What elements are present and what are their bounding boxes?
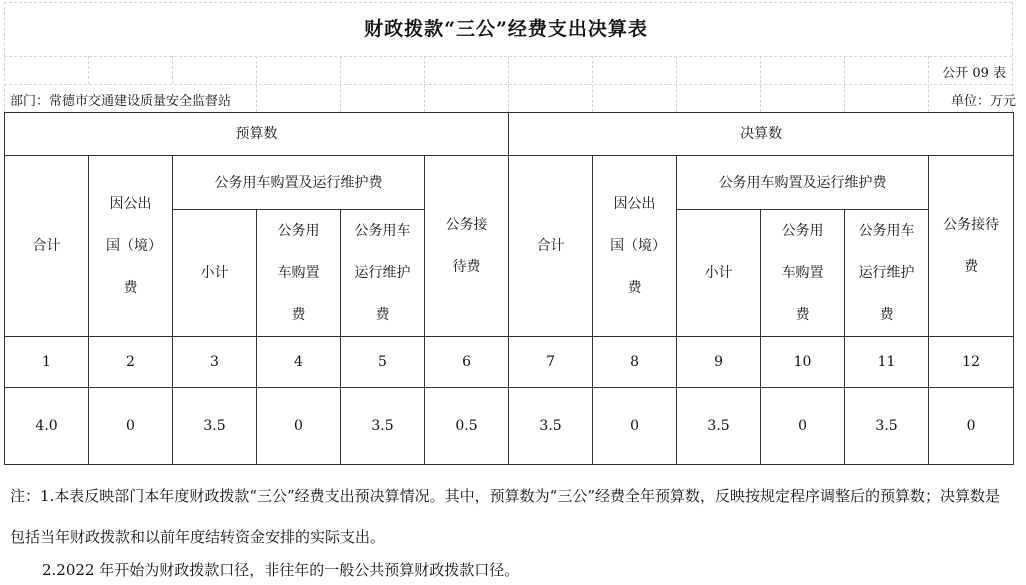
index-cell: 12 xyxy=(929,337,1014,388)
data-cell: 3.5 xyxy=(173,388,257,465)
grid-line xyxy=(172,56,173,84)
data-cell: 0 xyxy=(89,388,173,465)
grid-line xyxy=(88,56,89,84)
grid-line xyxy=(676,56,677,112)
header-row-group xyxy=(5,113,1014,156)
final-subtotal-header: 小计 xyxy=(677,210,761,337)
department-label: 部门：常德市交通建设质量安全监督站 xyxy=(10,94,232,109)
index-cell: 6 xyxy=(425,337,509,388)
data-cell: 0.5 xyxy=(425,388,509,465)
grid-line xyxy=(760,56,761,112)
index-cell: 9 xyxy=(677,337,761,388)
budget-reception-header: 公务接待费 xyxy=(425,156,509,337)
data-cell: 3.5 xyxy=(845,388,929,465)
data-cell: 0 xyxy=(761,388,845,465)
data-cell: 3.5 xyxy=(509,388,593,465)
data-cell: 0 xyxy=(593,388,677,465)
data-cell: 0 xyxy=(257,388,341,465)
final-vehicle-header: 公务用车购置及运行维护费 xyxy=(677,156,929,210)
final-reception-header: 公务接待费 xyxy=(929,156,1014,337)
grid-line xyxy=(424,56,425,112)
budget-vehicle-header: 公务用车购置及运行维护费 xyxy=(173,156,425,210)
unit-label: 单位：万元 xyxy=(950,94,1016,109)
final-abroad-header: 因公出国（境）费 xyxy=(593,156,677,337)
grid-line xyxy=(508,56,509,112)
page-title: 财政拨款“三公”经费支出决算表 xyxy=(364,18,648,40)
note-paragraph-2: 2.2022 年开始为财政拨款口径，非往年的一般公共预算财政拨款口径。 xyxy=(42,561,520,579)
final-purchase-header: 公务用车购置费 xyxy=(761,210,845,337)
grid-line xyxy=(340,56,341,112)
budget-operation-header: 公务用车运行维护费 xyxy=(341,210,425,337)
final-header: 决算数 xyxy=(509,113,1014,156)
index-row xyxy=(5,337,1014,388)
budget-total-header: 合计 xyxy=(5,156,89,337)
data-cell: 3.5 xyxy=(677,388,761,465)
form-number: 公开 09 表 xyxy=(942,66,1006,81)
budget-header: 预算数 xyxy=(5,113,509,156)
final-operation-header: 公务用车运行维护费 xyxy=(845,210,929,337)
index-cell: 1 xyxy=(5,337,89,388)
data-row xyxy=(5,388,1014,465)
budget-purchase-header: 公务用车购置费 xyxy=(257,210,341,337)
index-cell: 8 xyxy=(593,337,677,388)
final-total-header: 合计 xyxy=(509,156,593,337)
budget-abroad-header: 因公出国（境）费 xyxy=(89,156,173,337)
grid-line xyxy=(844,56,845,112)
note-paragraph-1: 注：1.本表反映部门本年度财政拨款“三公”经费支出预决算情况。其中，预算数为“三公”经费全年预算数，反映按规定程序调整后的预算数；决算数是包括当年财政拨款和以前年度结转资金安排的实际支出。 xyxy=(10,487,1000,546)
data-cell: 3.5 xyxy=(341,388,425,465)
grid-line xyxy=(592,56,593,112)
index-cell: 3 xyxy=(173,337,257,388)
grid-line xyxy=(256,56,257,112)
index-cell: 10 xyxy=(761,337,845,388)
data-cell: 0 xyxy=(929,388,1014,465)
index-cell: 2 xyxy=(89,337,173,388)
budget-subtotal-header: 小计 xyxy=(173,210,257,337)
data-cell: 4.0 xyxy=(5,388,89,465)
index-cell: 4 xyxy=(257,337,341,388)
index-cell: 11 xyxy=(845,337,929,388)
index-cell: 7 xyxy=(509,337,593,388)
expense-table xyxy=(4,112,1014,465)
index-cell: 5 xyxy=(341,337,425,388)
grid-line xyxy=(928,56,929,112)
header-row-top xyxy=(5,156,1014,210)
